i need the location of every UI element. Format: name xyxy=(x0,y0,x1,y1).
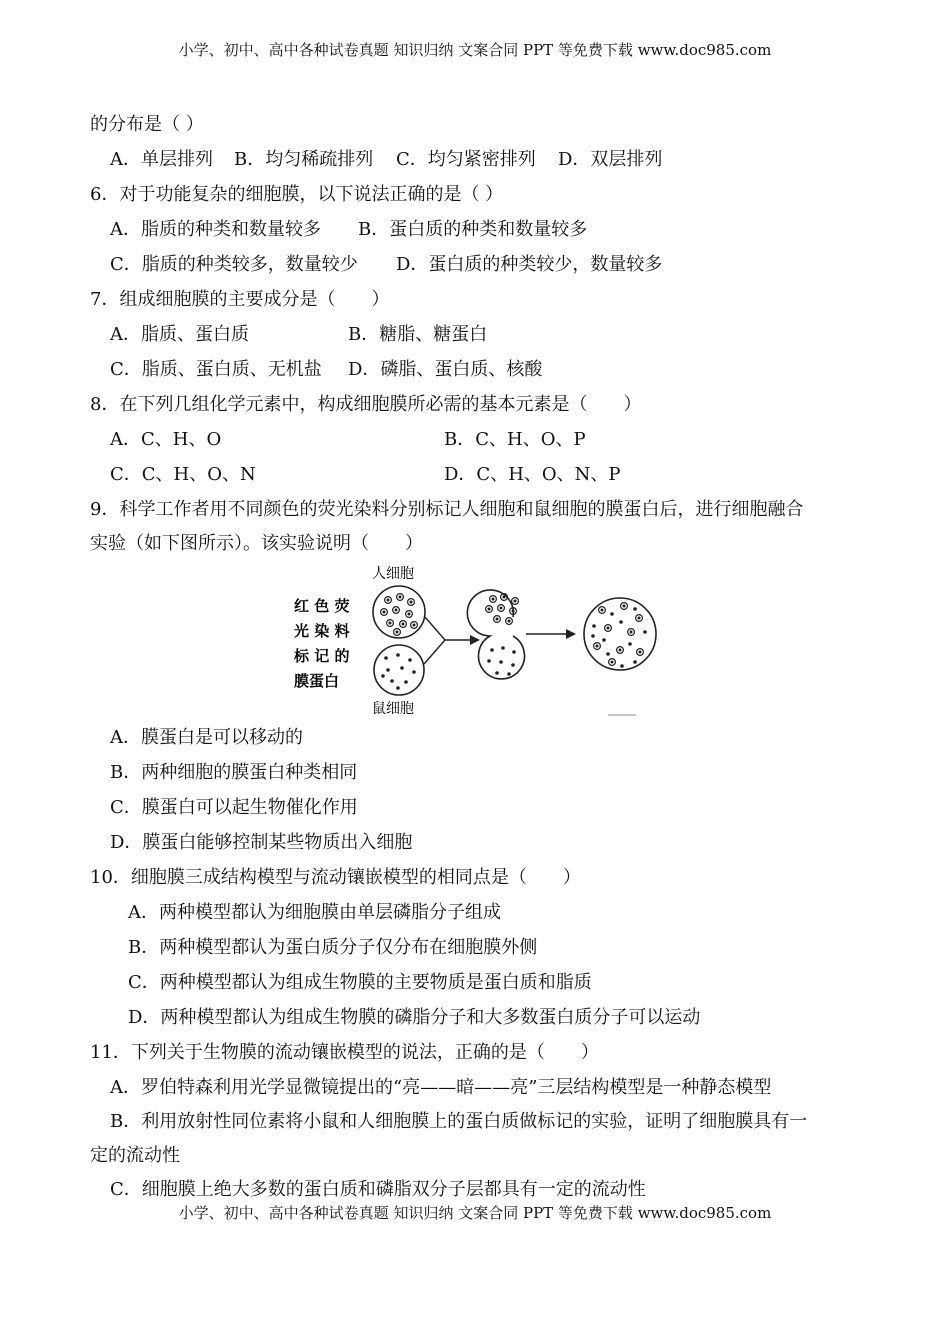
red-protein-dot-core xyxy=(601,609,604,612)
q10-option-c: C．两种模型都认为组成生物膜的主要物质是蛋白质和脂质 xyxy=(128,972,592,993)
q9-option-b: B．两种细胞的膜蛋白种类相同 xyxy=(110,762,358,783)
red-protein-dot-core xyxy=(638,617,641,620)
figure-label-mouse-cell: 鼠细胞 xyxy=(372,701,414,717)
mouse-protein-dot xyxy=(511,663,515,667)
mouse-protein-dot xyxy=(404,680,408,684)
red-protein-dot-core xyxy=(596,645,599,648)
q7-option-c: C．脂质、蛋白质、无机盐 xyxy=(110,359,322,380)
red-protein-dot-core xyxy=(630,631,633,634)
red-protein-dot-core xyxy=(512,610,515,613)
q10-stem: 10．细胞膜三成结构模型与流动镶嵌模型的相同点是（ ） xyxy=(90,867,581,888)
q8-option-d: D．C、H、O、N、P xyxy=(444,464,621,485)
q6-stem: 6．对于功能复杂的细胞膜，以下说法正确的是（ ） xyxy=(90,184,504,205)
red-protein-dot-core xyxy=(408,613,411,616)
q6-option-b: B．蛋白质的种类和数量较多 xyxy=(358,219,588,240)
q7-stem: 7．组成细胞膜的主要成分是（ ） xyxy=(90,289,390,310)
cell-fusion-figure xyxy=(290,562,670,720)
figure-label-line-3: 标 记 的 xyxy=(294,647,350,665)
mouse-protein-dot xyxy=(592,624,596,628)
q11-stem: 11．下列关于生物膜的流动镶嵌模型的说法，正确的是（ ） xyxy=(90,1042,599,1063)
mouse-protein-dot xyxy=(620,664,624,668)
q9-option-d: D．膜蛋白能够控制某些物质出入细胞 xyxy=(110,832,413,853)
q10-option-d: D．两种模型都认为组成生物膜的磷脂分子和大多数蛋白质分子可以运动 xyxy=(128,1007,701,1028)
mouse-protein-dot xyxy=(643,630,647,634)
red-protein-dot-core xyxy=(619,649,622,652)
mouse-protein-dot xyxy=(408,658,412,662)
mouse-protein-dot xyxy=(633,660,637,664)
red-protein-dot-core xyxy=(402,623,405,626)
red-protein-dot-core xyxy=(623,605,626,608)
q8-option-c: C．C、H、O、N xyxy=(110,464,256,485)
mixed-cell-circle xyxy=(584,598,656,670)
q5-option-b: B．均匀稀疏排列 xyxy=(234,149,374,170)
mouse-protein-dot xyxy=(495,671,499,675)
q5-stem-tail: 的分布是（ ） xyxy=(90,114,204,135)
red-protein-dot-core xyxy=(492,598,495,601)
red-protein-dot-core xyxy=(395,609,398,612)
q6-option-c: C．脂质的种类较多，数量较少 xyxy=(110,254,358,275)
q5-option-a: A．单层排列 xyxy=(110,149,213,170)
q5-option-c: C．均匀紧密排列 xyxy=(396,149,536,170)
mouse-protein-dot xyxy=(602,638,606,642)
red-protein-dot-core xyxy=(503,596,506,599)
red-protein-dot-core xyxy=(639,651,642,654)
fused-cell-outline xyxy=(467,590,524,679)
red-protein-dot-core xyxy=(607,627,610,630)
page-footer: 小学、初中、高中各种试卷真题 知识归纳 文案合同 PPT 等免费下载 www.doc985.com xyxy=(178,1204,772,1222)
mouse-protein-dot xyxy=(390,679,394,683)
mouse-protein-dot xyxy=(487,659,491,663)
red-protein-dot-core xyxy=(500,607,503,610)
q11-option-b-line2: 定的流动性 xyxy=(90,1145,180,1166)
mouse-protein-dot xyxy=(633,607,637,611)
arrow-1-icon xyxy=(470,635,480,645)
red-protein-dot-core xyxy=(514,600,517,603)
mouse-protein-dot xyxy=(396,653,400,657)
mouse-protein-dot xyxy=(490,648,494,652)
figure-label-line-1: 红 色 荧 xyxy=(294,597,350,615)
q11-option-a: A．罗伯特森利用光学显微镜提出的“亮——暗——亮”三层结构模型是一种静态模型 xyxy=(110,1077,772,1098)
mouse-protein-dot xyxy=(628,642,632,646)
page-header: 小学、初中、高中各种试卷真题 知识归纳 文案合同 PPT 等免费下载 www.doc985.com xyxy=(178,41,772,59)
mouse-protein-dot xyxy=(619,620,623,624)
q6-option-a: A．脂质的种类和数量较多 xyxy=(110,219,321,240)
red-protein-dot-core xyxy=(396,631,399,634)
mouse-protein-dot xyxy=(400,666,404,670)
figure-label-line-4: 膜蛋白 xyxy=(294,672,340,690)
figure-label-human-cell: 人细胞 xyxy=(372,566,414,582)
red-protein-dot-core xyxy=(399,596,402,599)
red-protein-dot-core xyxy=(383,611,386,614)
q9-stem-line1: 9．科学工作者用不同颜色的荧光染料分别标记人细胞和鼠细胞的膜蛋白后，进行细胞融合 xyxy=(90,499,804,520)
red-protein-dot-core xyxy=(496,618,499,621)
mouse-protein-dot xyxy=(591,634,595,638)
mouse-protein-dot xyxy=(610,612,614,616)
red-protein-dot-core xyxy=(389,622,392,625)
red-protein-dot-core xyxy=(413,624,416,627)
mouse-protein-dot xyxy=(499,660,503,664)
connector-line-bottom xyxy=(424,640,445,664)
q7-option-b: B．糖脂、糖蛋白 xyxy=(348,324,488,345)
mouse-protein-dot xyxy=(501,646,505,650)
mouse-protein-dot xyxy=(606,652,610,656)
q8-option-a: A．C、H、O xyxy=(110,429,222,450)
q11-option-c: C．细胞膜上绝大多数的蛋白质和磷脂双分子层都具有一定的流动性 xyxy=(110,1179,646,1200)
mouse-protein-dot xyxy=(381,674,385,678)
figure-label-line-2: 光 染 料 xyxy=(294,622,350,640)
q5-option-d: D．双层排列 xyxy=(558,149,663,170)
q9-stem-line2: 实验（如下图所示）。该实验说明（ ） xyxy=(90,533,423,554)
q10-option-a: A．两种模型都认为细胞膜由单层磷脂分子组成 xyxy=(128,902,501,923)
mouse-protein-dot xyxy=(396,686,400,690)
q9-option-c: C．膜蛋白可以起生物催化作用 xyxy=(110,797,358,818)
q10-option-b: B．两种模型都认为蛋白质分子仅分布在细胞膜外侧 xyxy=(128,937,538,958)
red-protein-dot-core xyxy=(410,601,413,604)
q9-option-a: A．膜蛋白是可以移动的 xyxy=(110,727,303,748)
red-protein-dot-core xyxy=(488,608,491,611)
red-protein-dot-core xyxy=(387,599,390,602)
q7-option-a: A．脂质、蛋白质 xyxy=(110,324,249,345)
mouse-protein-dot xyxy=(412,670,416,674)
mouse-protein-dot xyxy=(512,650,516,654)
arrow-2-icon xyxy=(566,629,576,639)
connector-line-top xyxy=(425,617,445,640)
mouse-protein-dot xyxy=(507,672,511,676)
red-protein-dot-core xyxy=(508,620,511,623)
mouse-protein-dot xyxy=(386,668,390,672)
q11-option-b-line1: B．利用放射性同位素将小鼠和人细胞膜上的蛋白质做标记的实验，证明了细胞膜具有一 xyxy=(110,1111,808,1132)
q7-option-d: D．磷脂、蛋白质、核酸 xyxy=(348,359,543,380)
q8-option-b: B．C、H、O、P xyxy=(444,429,586,450)
q8-stem: 8．在下列几组化学元素中，构成细胞膜所必需的基本元素是（ ） xyxy=(90,394,642,415)
mouse-protein-dot xyxy=(384,656,388,660)
q6-option-d: D．蛋白质的种类较少，数量较多 xyxy=(396,254,663,275)
red-protein-dot-core xyxy=(611,661,614,664)
